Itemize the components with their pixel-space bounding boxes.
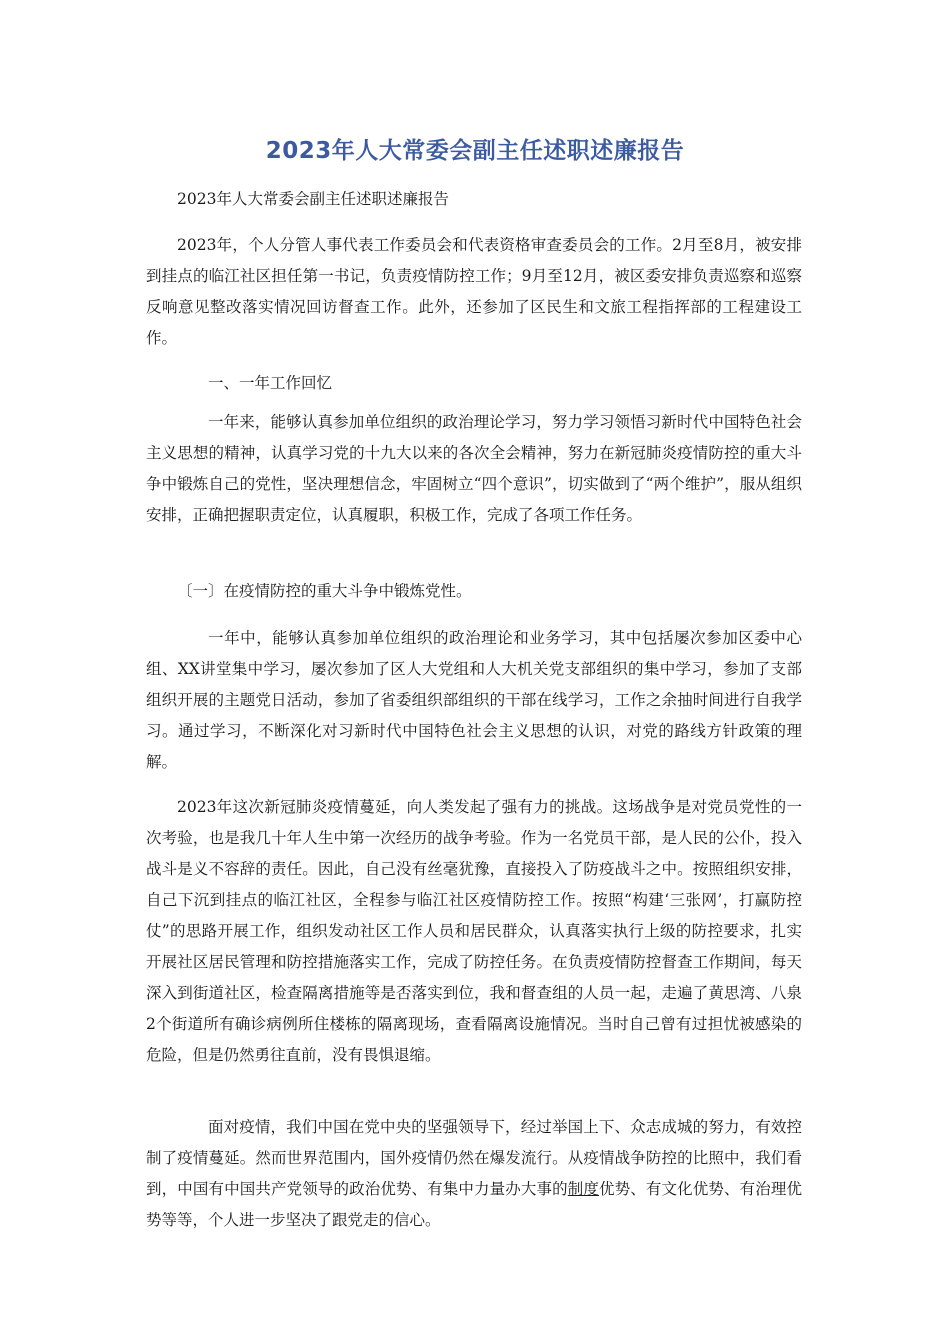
body-paragraph-3: [146, 1112, 802, 1236]
intro-paragraph: 2023年，个人分管人事代表工作委员会和代表资格审查委员会的工作。2月至8月，被安排到挂点的临江社区担任第一书记，负责疫情防控工作；9月至12月，被区委安排负责巡察和巡察反响意见整改落实情况回访督查工作。此外，还参加了区民生和文旅工程指挥部的工程建设工作。: [146, 236, 802, 347]
section-heading: 一、一年工作回忆: [208, 374, 333, 392]
subtitle: 2023年人大常委会副主任述职述廉报告: [177, 190, 449, 208]
institution-link[interactable]: 制度: [567, 1180, 600, 1198]
body-paragraph-1: 一年中，能够认真参加单位组织的政治理论和业务学习，其中包括屡次参加区委中心组、XX讲堂集中学习，屡次参加了区人大党组和人大机关党支部组织的集中学习，参加了支部组织开展的主题党日活动，参加了省委组织部组织的干部在线学习，工作之余抽时间进行自我学习。通过学习，不断深化对习新时代中国特色社会主义思想的认识，对党的路线方针政策的理解。: [146, 629, 802, 771]
paragraph-text-end: 优势、有文化优势、有治理优势等等，个人进一步坚决了跟党走的信心。: [146, 1180, 802, 1229]
paragraph-text-start: 面对疫情，我们中国在党中央的坚强领导下，经过举国上下、众志成城的努力，有效控制了疫情蔓延。然而世界范围内，国外疫情仍然在爆发流行。从疫情战争防控的比照中，我们看到，中国有中国共产党领导的政治优势、有集中力量办大事的: [146, 1118, 802, 1198]
subsection-heading: 〔一〕在疫情防控的重大斗争中锻炼党性。: [177, 582, 472, 600]
page-title: 2023年人大常委会副主任述职述廉报告: [265, 138, 685, 164]
body-paragraph-2: 2023年这次新冠肺炎疫情蔓延，向人类发起了强有力的挑战。这场战争是对党员党性的一次考验，也是我几十年人生中第一次经历的战争考验。作为一名党员干部，是人民的公仆，投入战斗是义不容辞的责任。因此，自己没有丝毫犹豫，直接投入了防疫战斗之中。按照组织安排，自己下沉到挂点的临江社区，全程参与临江社区疫情防控工作。按照“构建‘三张网’，打赢防控仗”的思路开展工作，组织发动社区工作人员和居民群众，认真落实执行上级的防控要求，扎实开展社区居民管理和防控措施落实工作，完成了防控任务。在负责疫情防控督查工作期间，每天深入到街道社区，检查隔离措施等是否落实到位，我和督查组的人员一起，走遍了黄思湾、八泉2个街道所有确诊病例所住楼栋的隔离现场，查看隔离设施情况。当时自己曾有过担忧被感染的危险，但是仍然勇往直前，没有畏惧退缩。: [146, 798, 802, 1064]
section-paragraph: 一年来，能够认真参加单位组织的政治理论学习，努力学习领悟习新时代中国特色社会主义思想的精神，认真学习党的十九大以来的各次全会精神，努力在新冠肺炎疫情防控的重大斗争中锻炼自己的党性，坚决理想信念，牢固树立“四个意识”，切实做到了“两个维护”，服从组织安排，正确把握职责定位，认真履职，积极工作，完成了各项工作任务。: [146, 413, 802, 524]
